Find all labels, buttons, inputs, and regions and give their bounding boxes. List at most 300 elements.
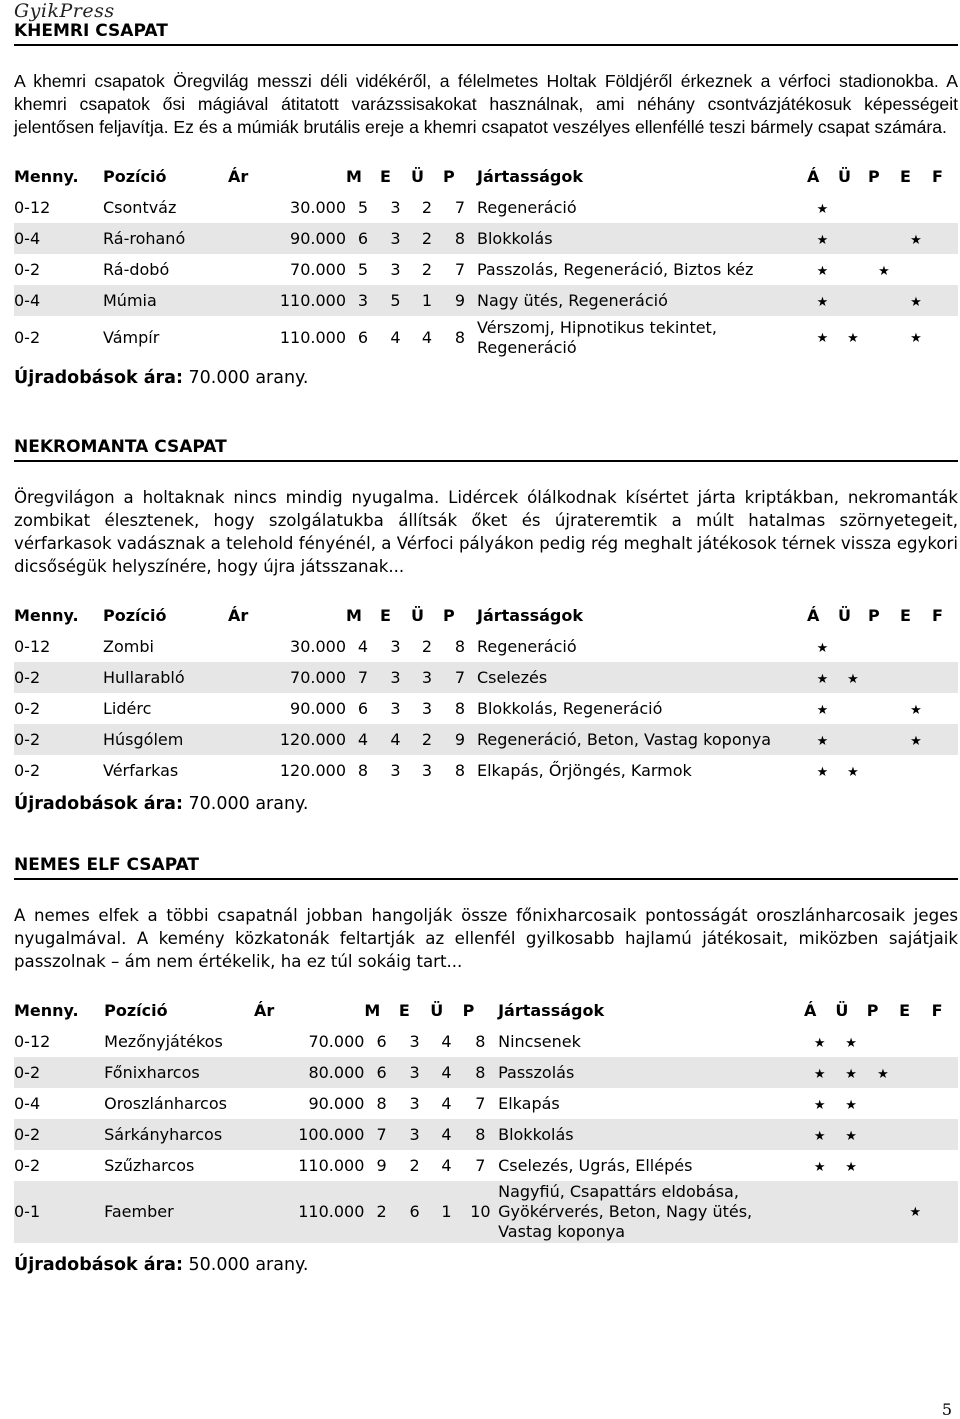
cell-cat-mutation — [932, 223, 958, 254]
cell-skills: Elkapás — [498, 1094, 560, 1113]
cell-cat-general — [807, 631, 838, 662]
header-p: P — [462, 1000, 475, 1020]
roster-table — [14, 160, 958, 360]
cell-cat-passing — [867, 1119, 899, 1150]
cell-cat-agility — [835, 1088, 866, 1119]
star-icon: ★ — [816, 264, 829, 279]
cell-cat-agility — [838, 662, 868, 693]
cell-u: 2 — [411, 223, 443, 254]
cell-cat-mutation — [932, 724, 958, 755]
cell-cat-mutation — [932, 1150, 958, 1181]
cell-qty: 0-2 — [14, 1057, 104, 1088]
cell-position: Oroszlánharcos — [104, 1094, 227, 1113]
cell-cat-general — [807, 192, 838, 223]
cell-e: 6 — [399, 1181, 430, 1243]
cell-cat-passing — [868, 223, 900, 254]
header-qty: Menny. — [14, 605, 79, 625]
header-m: M — [346, 605, 362, 625]
table-header-row — [14, 160, 958, 192]
cell-skills: Nagy ütés, Regeneráció — [477, 285, 807, 316]
cell-cat-general — [804, 1181, 835, 1243]
cell-cost: 90.000 — [290, 699, 346, 718]
cell-cost: 120.000 — [228, 724, 346, 755]
table-body — [14, 1026, 958, 1243]
cell-position: Múmia — [103, 285, 228, 316]
cell-p: 7 — [475, 1094, 486, 1113]
cell-p: 9 — [443, 285, 477, 316]
cell-cat-mutation — [932, 1026, 958, 1057]
cell-cat-strength — [899, 1181, 931, 1243]
cell-cat-agility — [838, 724, 868, 755]
table-header-row — [14, 994, 958, 1026]
cell-p: 8 — [454, 328, 466, 347]
cell-skills: Regeneráció — [477, 637, 577, 656]
header-cost: Ár — [228, 605, 249, 625]
cell-cat-general — [804, 1119, 835, 1150]
cell-cat-passing — [868, 755, 900, 786]
cell-cat-passing — [867, 1088, 899, 1119]
table-row — [14, 1088, 958, 1119]
reroll-label: Újradobások ára: — [14, 794, 183, 814]
table-row — [14, 192, 958, 223]
cell-skills: Elkapás, Őrjöngés, Karmok — [477, 761, 692, 780]
cell-p: 8 — [463, 1119, 498, 1150]
roster-table — [14, 994, 958, 1243]
cell-position: Vámpír — [103, 328, 160, 347]
cell-p: 7 — [475, 1156, 486, 1175]
cell-cat-strength — [900, 316, 932, 360]
star-icon: ★ — [816, 295, 829, 310]
star-icon: ★ — [816, 233, 829, 248]
cell-e: 2 — [409, 1156, 420, 1175]
table-row — [14, 1026, 958, 1057]
cell-position: Hullarabló — [103, 662, 228, 693]
cell-u: 4 — [441, 1032, 452, 1051]
header-cost: Ár — [228, 166, 249, 186]
table-row — [14, 223, 958, 254]
cell-cost: 90.000 — [308, 1094, 365, 1113]
cell-u: 2 — [421, 198, 433, 217]
cell-e: 4 — [390, 328, 401, 347]
cell-e: 3 — [409, 1032, 420, 1051]
cell-cat-passing — [868, 693, 900, 724]
header-cat-p: P — [868, 166, 880, 186]
star-icon: ★ — [910, 331, 922, 346]
cell-e: 3 — [390, 637, 401, 656]
cell-cat-general — [804, 1088, 835, 1119]
cell-position: Zombi — [103, 637, 154, 656]
cell-qty: 0-4 — [14, 223, 103, 254]
cell-m: 2 — [364, 1181, 398, 1243]
star-icon: ★ — [877, 1067, 889, 1082]
cell-cat-agility — [835, 1057, 866, 1088]
cell-qty: 0-12 — [14, 637, 51, 656]
cell-cat-mutation — [932, 1119, 958, 1150]
cell-cat-passing — [868, 662, 900, 693]
cell-cat-strength — [900, 254, 932, 285]
cell-p: 7 — [443, 662, 477, 693]
star-icon: ★ — [845, 1160, 857, 1175]
reroll-value: 70.000 arany. — [188, 794, 309, 814]
section-nekromanta — [14, 436, 958, 814]
table-row — [14, 316, 958, 360]
cell-cat-general — [807, 285, 838, 316]
cell-skills: Nagyfiú, Csapattárs eldobása, Gyökérverés, Beton, Nagy ütés, Vastag koponya — [498, 1181, 804, 1243]
cell-p: 8 — [443, 223, 477, 254]
cell-cat-passing — [867, 1181, 899, 1243]
star-icon: ★ — [847, 672, 859, 687]
star-icon: ★ — [878, 264, 890, 279]
section-khemri — [14, 20, 958, 388]
cell-cost: 70.000 — [308, 1032, 365, 1051]
table-row — [14, 285, 958, 316]
cell-position: Rá-dobó — [103, 260, 170, 279]
header-cat-a: Á — [807, 166, 820, 186]
cell-skills: Cselezés, Ugrás, Ellépés — [498, 1156, 693, 1175]
header-e: E — [380, 605, 391, 625]
cell-skills: Nincsenek — [498, 1032, 581, 1051]
header-cat-f: F — [932, 166, 943, 186]
table-body — [14, 631, 958, 786]
cell-cost: 100.000 — [254, 1119, 364, 1150]
cell-cat-passing — [868, 631, 900, 662]
roster-table — [14, 599, 958, 786]
cell-cat-mutation — [932, 1057, 958, 1088]
header-cat-u: Ü — [838, 166, 851, 186]
cell-u: 3 — [421, 699, 433, 718]
star-icon: ★ — [909, 1205, 922, 1220]
cell-m: 6 — [357, 328, 369, 347]
cell-cat-strength — [900, 285, 932, 316]
cell-cat-general — [804, 1026, 835, 1057]
cell-skills: Blokkolás, Regeneráció — [477, 699, 663, 718]
cell-e: 3 — [390, 260, 401, 279]
cell-qty: 0-1 — [14, 1181, 104, 1243]
cell-cat-strength — [899, 1026, 931, 1057]
cell-position: Mezőnyjátékos — [104, 1032, 223, 1051]
reroll-cost — [14, 368, 958, 388]
star-icon: ★ — [910, 295, 922, 310]
reroll-value: 50.000 arany. — [188, 1255, 309, 1275]
cell-m: 9 — [376, 1156, 387, 1175]
header-cat-u: Ü — [838, 605, 851, 625]
cell-p: 8 — [454, 699, 466, 718]
star-icon: ★ — [845, 1129, 857, 1144]
cell-skills: Cselezés — [477, 662, 807, 693]
header-cat-f: F — [931, 1000, 943, 1020]
section-intro: A nemes elfek a többi csapatnál jobban hangolják össze főnixharcosaik pontosságát oroszlánharcosaik jeges nyugalmával. A kemény közkatonák feltartják az ellenfél gyilkosabb hajlamú játékosait, miközben sajátjaik passzolnak – ám nem értékelik, ha ez túl sokáig tart... — [14, 906, 958, 971]
header-position: Pozíció — [103, 605, 167, 625]
cell-p: 8 — [475, 1032, 486, 1051]
cell-p: 8 — [454, 637, 466, 656]
cell-m: 6 — [357, 699, 369, 718]
cell-cat-mutation — [932, 316, 958, 360]
star-icon: ★ — [816, 672, 829, 687]
cell-p: 7 — [454, 198, 466, 217]
cell-m: 8 — [357, 761, 369, 780]
star-icon: ★ — [847, 765, 859, 780]
table-row — [14, 693, 958, 724]
header-u: Ü — [411, 605, 424, 625]
cell-cat-general — [807, 662, 838, 693]
table-row — [14, 662, 958, 693]
cell-cat-agility — [835, 1181, 866, 1243]
header-cat-e: E — [899, 1000, 911, 1020]
cell-cat-strength — [900, 192, 932, 223]
cell-u: 4 — [441, 1156, 452, 1175]
cell-m: 7 — [364, 1119, 398, 1150]
cell-qty: 0-2 — [14, 761, 41, 780]
cell-cat-strength — [900, 755, 932, 786]
cell-e: 5 — [380, 285, 411, 316]
cell-cat-mutation — [932, 662, 958, 693]
cell-cat-mutation — [932, 285, 958, 316]
cell-cat-passing — [867, 1026, 899, 1057]
cell-cost: 110.000 — [254, 1181, 364, 1243]
header-qty: Menny. — [14, 1000, 79, 1020]
table-row — [14, 755, 958, 786]
star-icon: ★ — [910, 734, 922, 749]
section-title: NEMES ELF CSAPAT — [14, 854, 958, 880]
header-p: P — [443, 605, 455, 625]
header-m: M — [346, 166, 362, 186]
cell-skills: Regeneráció, Beton, Vastag koponya — [477, 724, 807, 755]
cell-p: 9 — [443, 724, 477, 755]
header-cat-p: P — [866, 1000, 879, 1020]
star-icon: ★ — [910, 703, 922, 718]
reroll-label: Újradobások ára: — [14, 1255, 183, 1275]
cell-cost: 70.000 — [228, 662, 346, 693]
cell-cat-agility — [838, 223, 868, 254]
star-icon: ★ — [845, 1036, 857, 1051]
star-icon: ★ — [910, 233, 922, 248]
cell-u: 2 — [421, 260, 433, 279]
cell-m: 5 — [357, 260, 369, 279]
cell-e: 3 — [399, 1057, 430, 1088]
cell-position: Csontváz — [103, 198, 177, 217]
cell-position: Rá-rohanó — [103, 223, 228, 254]
cell-skills: Blokkolás — [498, 1119, 804, 1150]
cell-qty: 0-2 — [14, 724, 103, 755]
cell-qty: 0-4 — [14, 1094, 41, 1113]
star-icon: ★ — [813, 1067, 826, 1082]
header-cat-a: Á — [807, 605, 820, 625]
cell-position: Szűzharcos — [104, 1156, 195, 1175]
table-row — [14, 1181, 958, 1243]
table-row — [14, 1150, 958, 1181]
cell-cat-passing — [867, 1057, 899, 1088]
cell-m: 7 — [346, 662, 380, 693]
cell-e: 3 — [390, 198, 401, 217]
cell-skills: Passzolás — [498, 1057, 804, 1088]
section-title: NEKROMANTA CSAPAT — [14, 436, 958, 462]
cell-cat-mutation — [932, 1088, 958, 1119]
cell-m: 5 — [357, 198, 369, 217]
cell-e: 3 — [380, 662, 411, 693]
cell-cat-mutation — [932, 254, 958, 285]
cell-cat-strength — [899, 1119, 931, 1150]
cell-cat-passing — [867, 1150, 899, 1181]
cell-cat-strength — [899, 1057, 931, 1088]
cell-cat-mutation — [932, 192, 958, 223]
reroll-cost — [14, 794, 958, 814]
cell-cat-strength — [899, 1088, 931, 1119]
cell-cat-mutation — [932, 1181, 958, 1243]
cell-cat-general — [807, 724, 838, 755]
cell-u: 1 — [411, 285, 443, 316]
table-header-row — [14, 599, 958, 631]
cell-cat-agility — [838, 285, 868, 316]
cell-u: 3 — [421, 761, 433, 780]
cell-cat-passing — [868, 285, 900, 316]
cell-qty: 0-2 — [14, 328, 41, 347]
section-intro: A khemri csapatok Öregvilág messzi déli vidékéről, a félelmetes Holtak Földjéről érkeznek a vérfoci stadionokba. A khemri csapatok ősi mágiával átitatott varázssisakokat használnak, ami néhány csontvázjátékosuk képességeit jelentősen feljavítja. Ez és a múmiák brutális ereje a khemri csapatot veszélyes ellenféllé teszi bármely csapat számára. — [14, 71, 958, 137]
cell-qty: 0-12 — [14, 198, 51, 217]
cell-qty: 0-2 — [14, 260, 41, 279]
cell-qty: 0-2 — [14, 1156, 41, 1175]
cell-cat-general — [804, 1057, 835, 1088]
cell-qty: 0-2 — [14, 662, 103, 693]
cell-position: Húsgólem — [103, 724, 228, 755]
cell-cat-strength — [900, 693, 932, 724]
section-nemes-elf — [14, 854, 958, 1275]
cell-cost: 30.000 — [290, 637, 346, 656]
cell-cat-passing — [868, 192, 900, 223]
cell-qty: 0-12 — [14, 1032, 51, 1051]
table-body — [14, 192, 958, 360]
cell-cat-agility — [835, 1119, 866, 1150]
header-e: E — [398, 1000, 410, 1020]
cell-p: 7 — [454, 260, 466, 279]
star-icon: ★ — [816, 765, 829, 780]
brand-logo: GyikPress — [14, 0, 115, 22]
cell-u: 2 — [421, 637, 433, 656]
cell-skills: Passzolás, Regeneráció, Biztos kéz — [477, 260, 754, 279]
cell-u: 4 — [430, 1119, 462, 1150]
cell-cat-agility — [835, 1150, 866, 1181]
star-icon: ★ — [845, 1067, 857, 1082]
header-skills: Jártasságok — [477, 166, 584, 186]
cell-p: 10 — [463, 1181, 498, 1243]
header-skills: Jártasságok — [498, 1000, 605, 1020]
cell-cat-mutation — [932, 693, 958, 724]
cell-p: 8 — [454, 761, 466, 780]
cell-cost: 120.000 — [279, 761, 346, 780]
header-cat-f: F — [932, 605, 943, 625]
page-number: 5 — [941, 1400, 952, 1419]
cell-cat-agility — [838, 192, 868, 223]
header-cat-u: Ü — [835, 1000, 849, 1020]
cell-cat-agility — [835, 1026, 866, 1057]
header-cat-a: Á — [803, 1000, 817, 1020]
cell-cat-strength — [899, 1150, 931, 1181]
cell-cost: 110.000 — [228, 285, 346, 316]
cell-position: Faember — [104, 1181, 254, 1243]
cell-cat-general — [804, 1150, 835, 1181]
header-u: Ü — [411, 166, 424, 186]
cell-u: 4 — [430, 1057, 462, 1088]
cell-qty: 0-2 — [14, 699, 41, 718]
cell-cat-mutation — [932, 755, 958, 786]
cell-u: 1 — [430, 1181, 462, 1243]
star-icon: ★ — [813, 1160, 826, 1175]
cell-skills: Vérszomj, Hipnotikus tekintet, Regeneráció — [477, 318, 717, 357]
cell-e: 3 — [390, 699, 401, 718]
cell-cat-general — [807, 693, 838, 724]
star-icon: ★ — [813, 1129, 826, 1144]
star-icon: ★ — [847, 331, 859, 346]
cell-cost: 110.000 — [279, 328, 346, 347]
star-icon: ★ — [816, 202, 829, 217]
star-icon: ★ — [816, 331, 829, 346]
cell-cat-agility — [838, 254, 868, 285]
reroll-label: Újradobások ára: — [14, 368, 183, 388]
cell-cat-strength — [900, 631, 932, 662]
cell-cost: 110.000 — [298, 1156, 365, 1175]
cell-cat-agility — [838, 693, 868, 724]
section-intro: Öregvilágon a holtaknak nincs mindig nyugalma. Lidércek ólálkodnak kísértet járta kriptákban, nekromanták zombikat élesztenek, hogy szolgálatukba állítsák őket és újrateremtik a múlt hatalmas szörnyetegeit, vérfarkasok vadásznak a telehold fényénél, a Vérfoci pályákon pedig rég meghalt játékosok térnek vissza egykori dicsőségük helyszínére, hogy újra játsszanak... — [14, 488, 958, 576]
header-cat-e: E — [900, 605, 911, 625]
header-u: Ü — [430, 1000, 444, 1020]
table-row — [14, 724, 958, 755]
cell-qty: 0-2 — [14, 1119, 104, 1150]
cell-m: 6 — [376, 1032, 387, 1051]
cell-u: 4 — [421, 328, 433, 347]
header-position: Pozíció — [104, 1000, 168, 1020]
cell-m: 3 — [346, 285, 380, 316]
cell-e: 3 — [380, 223, 411, 254]
cell-position: Főnixharcos — [104, 1057, 254, 1088]
reroll-cost — [14, 1255, 958, 1275]
header-e: E — [380, 166, 391, 186]
cell-qty: 0-4 — [14, 285, 103, 316]
cell-cat-strength — [900, 724, 932, 755]
table-row — [14, 1119, 958, 1150]
cell-e: 3 — [399, 1119, 430, 1150]
cell-cost: 70.000 — [290, 260, 346, 279]
cell-cat-general — [807, 254, 838, 285]
star-icon: ★ — [816, 703, 829, 718]
cell-m: 6 — [364, 1057, 398, 1088]
cell-m: 4 — [357, 637, 369, 656]
header-cost: Ár — [254, 1000, 275, 1020]
cell-u: 3 — [411, 662, 443, 693]
cell-p: 8 — [463, 1057, 498, 1088]
cell-m: 6 — [346, 223, 380, 254]
cell-e: 4 — [380, 724, 411, 755]
cell-cat-agility — [838, 316, 868, 360]
header-m: M — [364, 1000, 381, 1020]
cell-cost: 30.000 — [290, 198, 346, 217]
cell-position: Vérfarkas — [103, 761, 179, 780]
star-icon: ★ — [816, 641, 829, 656]
cell-cost: 90.000 — [228, 223, 346, 254]
cell-skills: Regeneráció — [477, 198, 577, 217]
header-skills: Jártasságok — [477, 605, 584, 625]
cell-cat-passing — [868, 316, 900, 360]
cell-cat-passing — [868, 254, 900, 285]
table-row — [14, 1057, 958, 1088]
header-p: P — [443, 166, 455, 186]
star-icon: ★ — [813, 1036, 826, 1051]
header-qty: Menny. — [14, 166, 79, 186]
cell-u: 4 — [441, 1094, 452, 1113]
section-title: KHEMRI CSAPAT — [14, 20, 958, 46]
cell-m: 8 — [376, 1094, 387, 1113]
cell-cat-agility — [838, 631, 868, 662]
cell-cat-general — [807, 223, 838, 254]
cell-cat-mutation — [932, 631, 958, 662]
